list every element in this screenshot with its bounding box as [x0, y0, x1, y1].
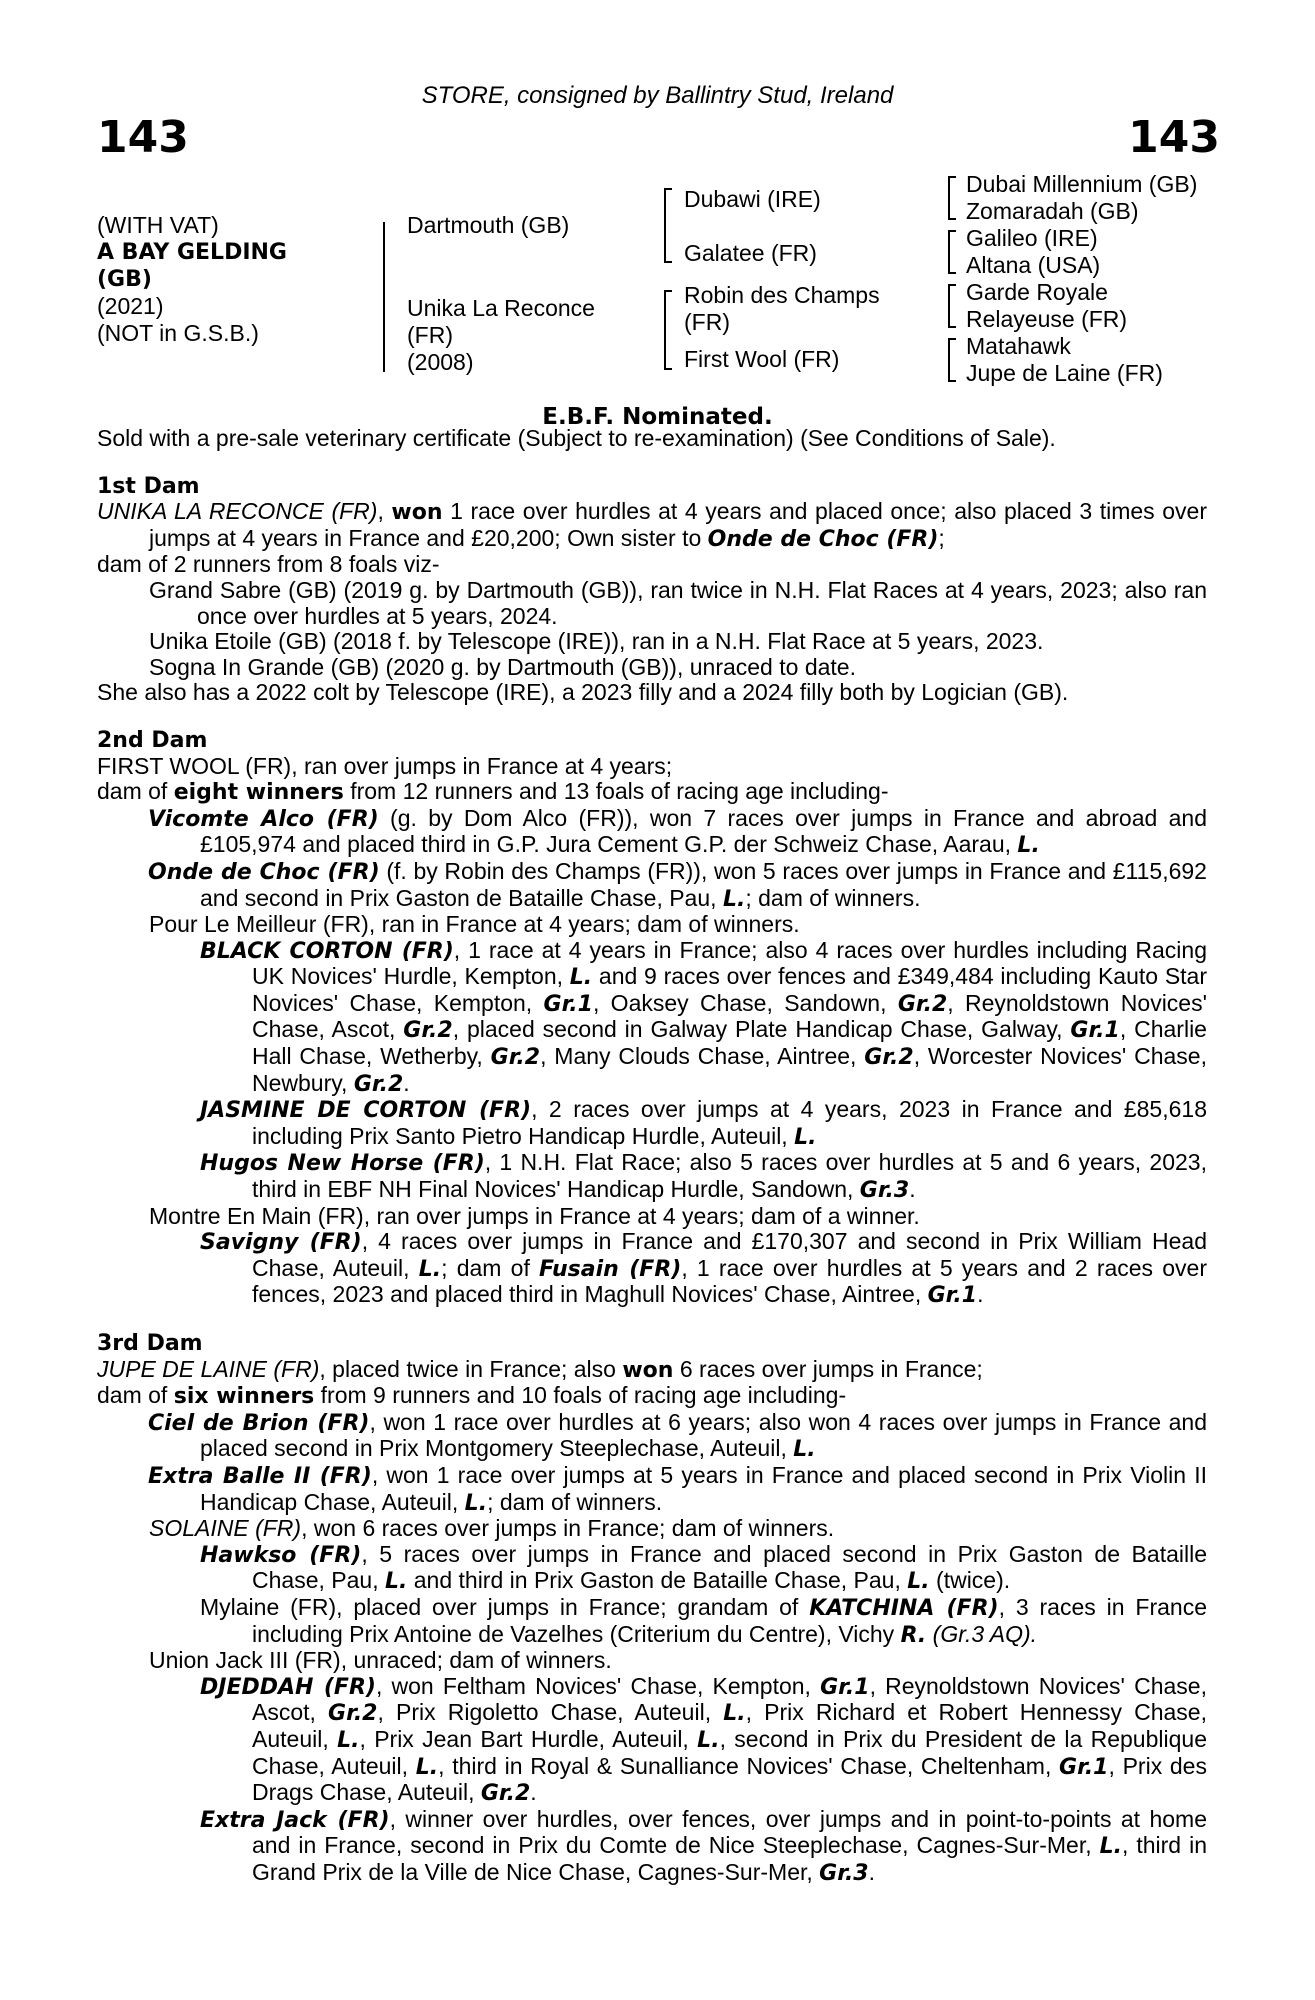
second-dam-heading: 2nd Dam	[97, 727, 208, 753]
brace-g3	[948, 284, 950, 328]
horse-name: Hugos New Horse (FR)	[200, 1151, 485, 1177]
won-word: won	[391, 500, 443, 526]
text: (twice).	[929, 1567, 1011, 1594]
third-dam-entry-4	[97, 1542, 1207, 1595]
text: dam of	[97, 778, 174, 805]
sire-dam: Galatee (FR)	[684, 240, 817, 266]
text: , Many Clouds Chase, Aintree,	[540, 1043, 865, 1070]
gg-1: Dubai Millennium (GB)	[966, 171, 1198, 197]
race-grade: Gr.2	[403, 1018, 453, 1044]
sister-name: Onde de Choc (FR)	[707, 526, 939, 552]
gg-7: Matahawk	[966, 333, 1071, 359]
third-dam-entry-3	[97, 1516, 1207, 1542]
horse-name: Extra Balle II (FR)	[148, 1463, 372, 1489]
race-grade: L.	[464, 1490, 488, 1516]
first-dam-note: She also has a 2022 colt by Telescope (IRE), a 2023 filly and a 2024 filly both by Logician (GB).	[97, 679, 1069, 706]
race-grade: L.	[418, 1256, 442, 1282]
race-grade: L.	[1017, 833, 1040, 859]
text: .	[403, 1069, 410, 1096]
lot-number-right: 143	[1128, 112, 1220, 163]
won-word: won	[622, 1357, 674, 1383]
text: 1 race over hurdles at 4 years and placed once; also placed 3 times over jumps at 4 years in France and £20,200; Own sister to	[149, 498, 1207, 551]
gg-5: Garde Royale	[966, 279, 1108, 305]
dam-sire-country: (FR)	[684, 309, 730, 335]
second-dam-entry-7: Montre En Main (FR), ran over jumps in France at 4 years; dam of a winner.	[149, 1202, 920, 1229]
horse-name: KATCHINA (FR)	[809, 1595, 999, 1621]
race-grade: L.	[907, 1569, 930, 1595]
first-dam-heading: 1st Dam	[97, 473, 200, 499]
race-grade: Gr.2	[353, 1071, 404, 1097]
text: , 2 races over jumps at 4 years, 2023 in France and £85,618 including Prix Santo Pietro Handicap Hurdle, Auteuil,	[252, 1096, 1207, 1149]
third-dam-entry-5	[97, 1595, 1207, 1648]
text: (Gr.3 AQ).	[926, 1620, 1038, 1647]
gg-2: Zomaradah (GB)	[966, 198, 1139, 224]
grandparents	[966, 171, 1197, 387]
second-dam-record: FIRST WOOL (FR), ran over jumps in France at 4 years;	[97, 752, 673, 779]
second-dam-entry-8	[97, 1229, 1207, 1309]
third-dam-entry-7	[97, 1674, 1207, 1807]
horse-year: (2021)	[97, 293, 164, 319]
text: , Prix des Drags Chase, Auteuil,	[252, 1752, 1207, 1806]
text: , Reynoldstown Novices' Chase, Ascot,	[252, 1672, 1207, 1726]
text: , won Feltham Novices' Chase, Kempton,	[375, 1672, 821, 1699]
dam-name: Unika La Reconce	[407, 295, 595, 321]
brace-g4	[948, 338, 950, 382]
offspring-3: Sogna In Grande (GB) (2020 g. by Dartmouth (GB)), unraced to date.	[149, 653, 856, 680]
text: (g. by Dom Alco (FR)), won 7 races over jumps in France and abroad and £105,974 and placed third in G.P. Jura Cement G.P. der Schweiz Chase, Aarau,	[200, 804, 1207, 858]
text: , winner over hurdles, over fences, over jumps and in point-to-points at home and in France, second in Prix du Comte de Nice Steeplechase, Cagnes-Sur-Mer,	[252, 1805, 1208, 1859]
second-dam-entry-3: Pour Le Meilleur (FR), ran in France at 4 years; dam of winners.	[149, 911, 800, 938]
race-grade: Gr.1	[543, 991, 593, 1017]
horse-name: JASMINE DE CORTON (FR)	[200, 1098, 532, 1124]
horse-name: DJEDDAH (FR)	[200, 1674, 376, 1700]
race-grade: Gr.2	[864, 1045, 914, 1071]
dam	[407, 295, 595, 376]
gg-4: Altana (USA)	[966, 252, 1101, 278]
text: and 9 races over fences and £349,484 including Kauto Star Novices' Chase, Kempton,	[252, 963, 1208, 1016]
race-grade: L.	[793, 1437, 816, 1463]
second-dam-entry-6	[97, 1150, 1207, 1203]
third-dam-entry-8	[97, 1807, 1207, 1887]
text: ,	[377, 498, 392, 525]
text: ;	[938, 524, 945, 551]
text: (f. by Robin des Champs (FR)), won 5 races over jumps in France and £115,692 and second in Prix Gaston de Bataille Chase, Pau,	[200, 857, 1207, 911]
text: , placed twice in France; also	[319, 1355, 623, 1382]
horse-name: Savigny (FR)	[200, 1230, 362, 1256]
text: dam of	[97, 1382, 174, 1409]
gg-3: Galileo (IRE)	[966, 225, 1098, 251]
text: , won 1 race over jumps at 5 years in France and placed second in Prix Violin II Handicap Chase, Auteuil,	[200, 1461, 1207, 1515]
winners-count: eight winners	[173, 780, 344, 806]
race-grade: R.	[900, 1622, 927, 1648]
race-grade: Gr.1	[927, 1283, 978, 1309]
dam-dam: First Wool (FR)	[684, 346, 840, 372]
brace-parents	[383, 222, 385, 372]
consignor-line: STORE, consigned by Ballintry Stud, Ireland	[421, 82, 894, 109]
race-grade: Gr.1	[820, 1674, 870, 1700]
race-grade: L.	[794, 1124, 817, 1150]
dam-year: (2008)	[407, 349, 474, 375]
third-dam-entry-2	[97, 1463, 1207, 1516]
offspring-1: Grand Sabre (GB) (2019 g. by Dartmouth (GB)), ran twice in N.H. Flat Races at 4 years, 2023; also ran once over hurdles at 5 years, 2024.	[149, 576, 1207, 629]
horse-name: Vicomte Alco (FR)	[148, 806, 379, 832]
text: , 5 races over jumps in France and placed second in Prix Gaston de Bataille Chase, Pau,	[252, 1540, 1207, 1594]
second-dam-entry-1	[97, 806, 1207, 859]
lot-number-left: 143	[97, 112, 189, 163]
race-grade: L.	[723, 1701, 746, 1727]
race-grade: Gr.2	[490, 1045, 541, 1071]
third-dam-produce-summary	[97, 1383, 1207, 1410]
brace-sire-line	[664, 188, 666, 263]
race-grade: Gr.1	[1070, 1018, 1120, 1044]
brace-g2	[948, 230, 950, 274]
horse-name: SOLAINE (FR)	[149, 1515, 302, 1542]
dam-sire-name: Robin des Champs	[684, 282, 880, 308]
text: , 3 races in France including Prix Antoine de Vazelhes (Criterium du Centre), Vichy	[252, 1593, 1207, 1647]
second-dam-produce-summary	[97, 779, 1207, 806]
brace-g1	[948, 176, 950, 220]
text: , placed second in Galway Plate Handicap Chase, Galway,	[452, 1016, 1071, 1043]
race-grade: L.	[722, 886, 746, 912]
horse-name: Hawkso (FR)	[200, 1542, 362, 1568]
text: ; dam of	[441, 1254, 540, 1281]
vet-note: Sold with a pre-sale veterinary certificate (Subject to re-examination) (See Conditions of Sale).	[97, 425, 1056, 451]
first-dam-record	[97, 499, 1207, 552]
race-grade: Gr.3	[859, 1178, 910, 1204]
horse-name: Ciel de Brion (FR)	[148, 1410, 370, 1436]
offspring-2: Unika Etoile (GB) (2018 f. by Telescope (IRE)), ran in a N.H. Flat Race at 5 years, 2023.	[149, 628, 1044, 655]
horse-description	[97, 212, 287, 347]
text: .	[868, 1858, 875, 1885]
dam-sire	[684, 282, 880, 336]
text: from 9 runners and 10 foals of racing age including-	[314, 1382, 847, 1409]
third-dam-record	[97, 1357, 1207, 1384]
text: .	[530, 1779, 537, 1806]
text: Mylaine (FR), placed over jumps in France; grandam of	[200, 1593, 810, 1620]
race-grade: L.	[337, 1727, 360, 1753]
sire: Dartmouth (GB)	[407, 212, 570, 238]
race-grade: Gr.2	[480, 1781, 531, 1807]
text: 6 races over jumps in France;	[673, 1355, 983, 1382]
race-grade: Gr.1	[1059, 1754, 1109, 1780]
sire-sire: Dubawi (IRE)	[684, 186, 821, 212]
race-grade: L.	[384, 1569, 408, 1595]
text: , 1 race at 4 years in France; also 4 races over hurdles including Racing UK Novices' Hurdle, Kempton,	[252, 936, 1208, 990]
text: , Prix Rigoletto Chase, Auteuil,	[377, 1699, 724, 1726]
ebf-note: E.B.F. Nominated.	[542, 404, 773, 430]
first-dam-name: UNIKA LA RECONCE (FR)	[97, 498, 378, 525]
text: , Charlie Hall Chase, Wetherby,	[252, 1016, 1207, 1070]
race-grade: Gr.2	[328, 1701, 378, 1727]
text: , Oaksey Chase, Sandown,	[592, 989, 898, 1016]
race-grade: L.	[569, 965, 593, 991]
text: , 4 races over jumps in France and £170,307 and second in Prix William Head Chase, Auteuil,	[252, 1228, 1208, 1281]
race-grade: Gr.2	[897, 991, 948, 1017]
winners-count: six winners	[173, 1384, 315, 1410]
text: , Prix Richard et Robert Hennessy Chase, Auteuil,	[252, 1699, 1207, 1752]
race-grade: L.	[415, 1754, 439, 1780]
dam-country: (FR)	[407, 322, 453, 348]
text: and third in Prix Gaston de Bataille Chase, Pau,	[407, 1567, 908, 1594]
text: ; dam of winners.	[487, 1488, 663, 1515]
text: , third in Grand Prix de la Ville de Nice Chase, Cagnes-Sur-Mer,	[252, 1832, 1207, 1885]
text: , Reynoldstown Novices' Chase, Ascot,	[252, 989, 1207, 1043]
horse-sex: A BAY GELDING	[97, 240, 287, 265]
text: , Worcester Novices' Chase, Newbury,	[252, 1043, 1207, 1096]
text: , third in Royal & Sunalliance Novices' Chase, Cheltenham,	[438, 1752, 1060, 1779]
horse-name: Fusain (FR)	[539, 1256, 682, 1282]
third-dam-entry-6: Union Jack III (FR), unraced; dam of winners.	[149, 1647, 612, 1674]
second-dam-entry-4	[97, 938, 1207, 1098]
first-dam-produce-summary: dam of 2 runners from 8 foals viz-	[97, 551, 440, 578]
second-dam-entry-5	[97, 1097, 1207, 1150]
brace-dam-line	[664, 290, 666, 370]
horse-name: Onde de Choc (FR)	[148, 859, 380, 885]
horse-name: Extra Jack (FR)	[200, 1807, 390, 1833]
text: , won 1 race over hurdles at 6 years; also won 4 races over jumps in France and placed second in Prix Montgomery Steeplechase, Auteuil,	[200, 1408, 1207, 1462]
vat-note: (WITH VAT)	[97, 212, 219, 238]
gsb-note: (NOT in G.S.B.)	[97, 320, 259, 346]
horse-name: BLACK CORTON (FR)	[200, 938, 454, 964]
third-dam-name: JUPE DE LAINE (FR)	[97, 1355, 320, 1382]
race-grade: L.	[697, 1727, 720, 1753]
text: , Prix Jean Bart Hurdle, Auteuil,	[359, 1725, 698, 1752]
gg-8: Jupe de Laine (FR)	[966, 360, 1163, 386]
text: .	[909, 1176, 916, 1203]
second-dam-entry-2	[97, 859, 1207, 912]
catalogue-body	[97, 426, 1207, 1886]
text: , 1 race over hurdles at 5 years and 2 races over fences, 2023 and placed third in Maghull Novices' Chase, Aintree,	[252, 1254, 1208, 1308]
text: , second in Prix du President de la Republique Chase, Auteuil,	[252, 1725, 1207, 1779]
text: , won 6 races over jumps in France; dam of winners.	[301, 1515, 835, 1542]
third-dam-entry-1	[97, 1410, 1207, 1463]
race-grade: L.	[1099, 1834, 1122, 1860]
gg-6: Relayeuse (FR)	[966, 306, 1128, 332]
text: , 1 N.H. Flat Race; also 5 races over hurdles at 5 and 6 years, 2023, third in EBF NH Final Novices' Handicap Hurdle, Sandown,	[252, 1149, 1207, 1203]
text: .	[977, 1281, 984, 1308]
text: ; dam of winners.	[745, 884, 921, 911]
third-dam-heading: 3rd Dam	[97, 1331, 203, 1356]
race-grade: Gr.3	[819, 1860, 869, 1886]
horse-country: (GB)	[97, 267, 152, 292]
text: from 12 runners and 13 foals of racing age including-	[343, 778, 889, 805]
